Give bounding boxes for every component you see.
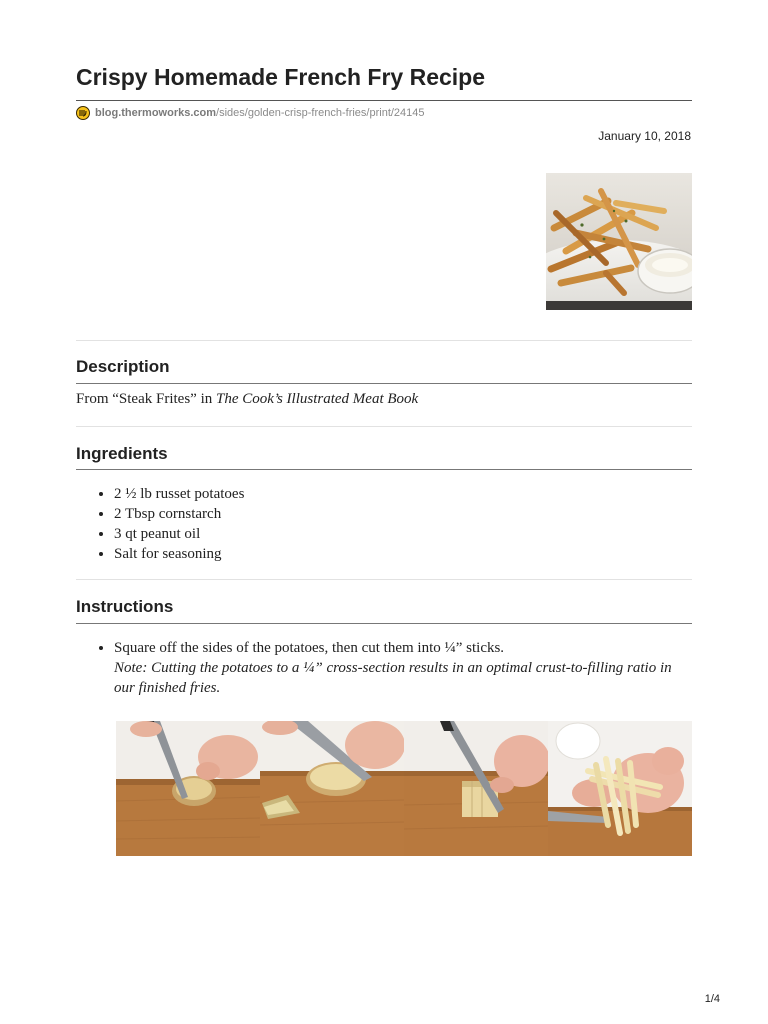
- section-divider: [76, 340, 692, 341]
- ingredients-heading: Ingredients: [76, 444, 168, 463]
- description-heading-rule: [76, 383, 692, 384]
- source-domain[interactable]: blog.thermoworks.com: [95, 107, 217, 119]
- description-heading: Description: [76, 357, 170, 376]
- page-title: Crispy Homemade French Fry Recipe: [76, 64, 486, 90]
- section-divider: [76, 426, 692, 427]
- ingredients-list: [76, 484, 244, 564]
- instructions-heading: Instructions: [76, 597, 174, 616]
- hero-image: [546, 173, 692, 310]
- instruction-item: [114, 638, 692, 698]
- step-photo-4: [548, 721, 692, 856]
- step-photo-3: [404, 721, 548, 856]
- instruction-note: Note: Cutting the potatoes to a ¼” cross-section results in an optimal crust-to-filling ratio in our finished fries.: [114, 660, 672, 696]
- instruction-text: Square off the sides of the potatoes, then cut them into ¼” sticks.: [114, 640, 505, 656]
- step-photo-2: [260, 721, 404, 856]
- description-prefix: From “Steak Frites” in: [76, 391, 216, 407]
- holding-potato-sticks-photo: [548, 721, 692, 856]
- ingredient-item: • 3 qt peanut oil: [114, 524, 244, 544]
- cutting-potato-side-photo: [116, 721, 260, 856]
- page-number: 1/4: [704, 993, 720, 1005]
- step-photo-strip: [116, 721, 692, 856]
- instructions-heading-rule: [76, 623, 692, 624]
- potato-squared-off-photo: [260, 721, 404, 856]
- section-divider: [76, 579, 692, 580]
- cutting-potato-sticks-photo: [404, 721, 548, 856]
- instructions-list: [76, 638, 692, 698]
- source-url[interactable]: [76, 106, 425, 120]
- book-title: The Cook’s Illustrated Meat Book: [215, 391, 419, 407]
- source-path[interactable]: /sides/golden-crisp-french-fries/print/24145: [216, 107, 425, 119]
- step-photo-1: [116, 721, 260, 856]
- publish-date: January 10, 2018: [598, 129, 691, 143]
- ingredient-item: • Salt for seasoning: [114, 544, 244, 564]
- thermoworks-logo-icon: [76, 106, 90, 120]
- description-text: [76, 391, 418, 408]
- ingredient-item: • 2 Tbsp cornstarch: [114, 504, 244, 524]
- ingredients-heading-rule: [76, 469, 692, 470]
- title-divider: [76, 100, 692, 101]
- ingredient-item: • 2 ½ lb russet potatoes: [114, 484, 244, 504]
- french-fries-with-dip-photo: [546, 173, 692, 310]
